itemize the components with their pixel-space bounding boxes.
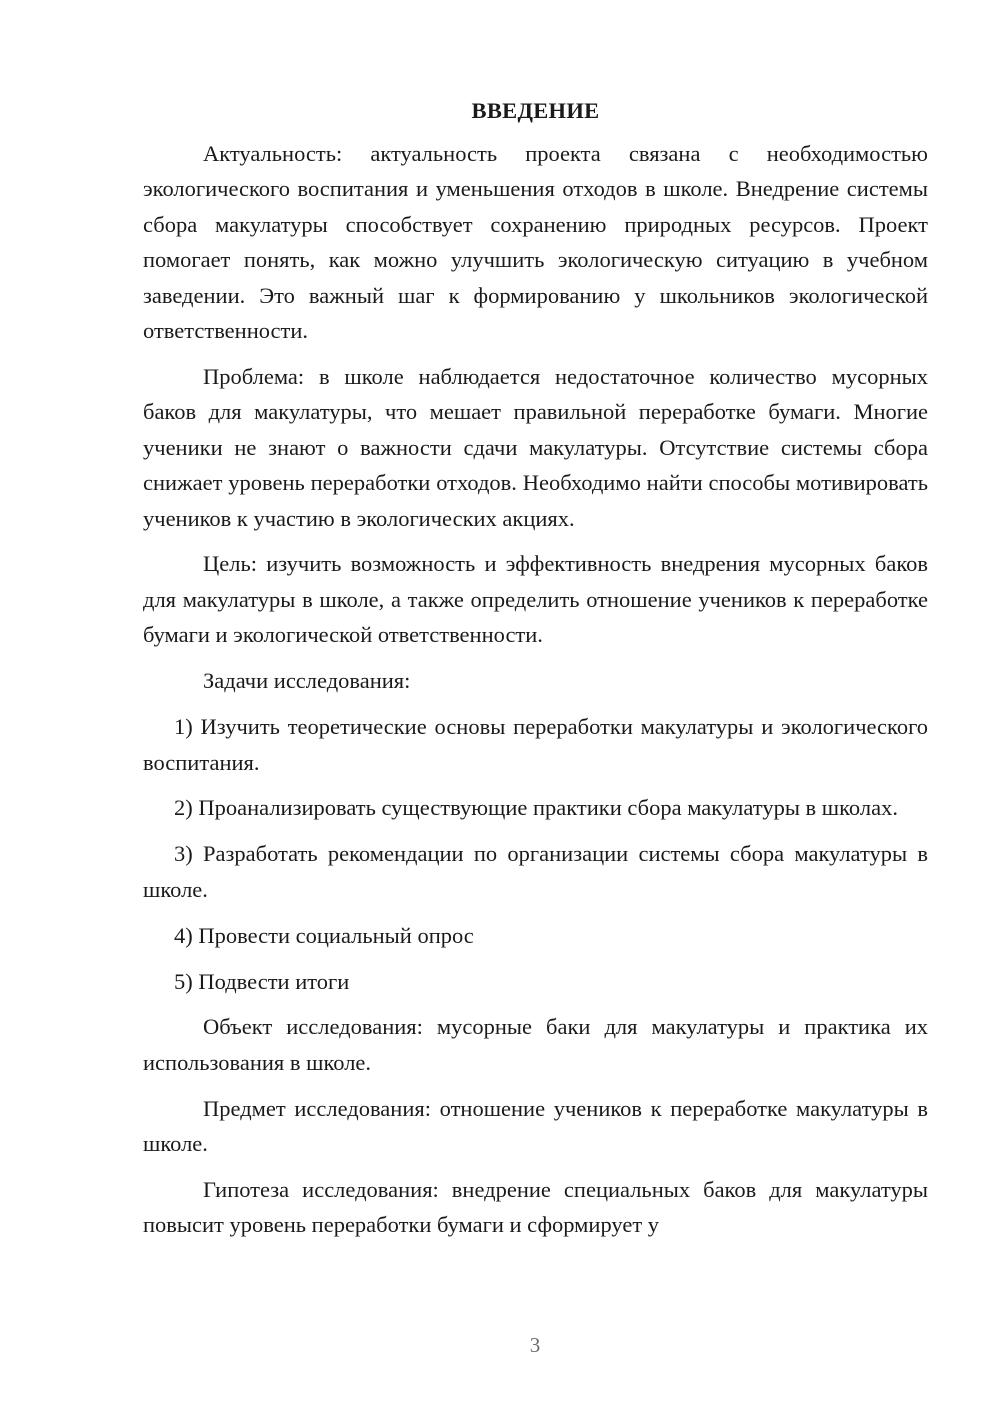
paragraph-object: Объект исследования: мусорные баки для макулатуры и практика их использования в школе. bbox=[143, 1014, 928, 1075]
page-number: 3 bbox=[529, 1333, 541, 1357]
task-item-4: 4) Провести социальный опрос bbox=[174, 922, 474, 948]
task-item-5: 5) Подвести итоги bbox=[174, 968, 350, 994]
section-title: ВВЕДЕНИЕ bbox=[471, 98, 600, 123]
paragraph-problem: Проблема: в школе наблюдается недостаточное количество мусорных баков для макулатуры, что мешает правильной переработке бумаги. Многие ученики не знают о важности сдачи макулатуры. Отсутствие системы сбора снижает уровень переработки отходов. Необходимо найти способы мотивировать учеников к участию в экологических акциях. bbox=[143, 363, 928, 531]
tasks-heading: Задачи исследования: bbox=[203, 668, 411, 694]
task-item-2: 2) Проанализировать существующие практики сбора макулатуры в школах. bbox=[174, 795, 898, 821]
paragraph-goal: Цель: изучить возможность и эффективность внедрения мусорных баков для макулатуры в школе, а также определить отношение учеников к переработке бумаги и экологической ответственности. bbox=[143, 551, 928, 648]
paragraph-hypothesis: Гипотеза исследования: внедрение специальных баков для макулатуры повысит уровень переработки бумаги и сформирует у bbox=[143, 1177, 928, 1238]
page-content bbox=[143, 96, 928, 1253]
paragraph-relevance: Актуальность: актуальность проекта связана с необходимостью экологического воспитания и уменьшения отходов в школе. Внедрение системы сбора макулатуры способствует сохранению природных ресурсов. Проект помогает понять, как можно улучшить экологическую ситуацию в учебном заведении. Это важный шаг к формированию у школьников экологической ответственности. bbox=[143, 141, 928, 344]
paragraph-subject: Предмет исследования: отношение учеников к переработке макулатуры в школе. bbox=[143, 1095, 928, 1157]
task-item-1: 1) Изучить теоретические основы переработки макулатуры и экологического воспитания. bbox=[143, 714, 928, 775]
task-item-3: 3) Разработать рекомендации по организации системы сбора макулатуры в школе. bbox=[143, 841, 928, 902]
